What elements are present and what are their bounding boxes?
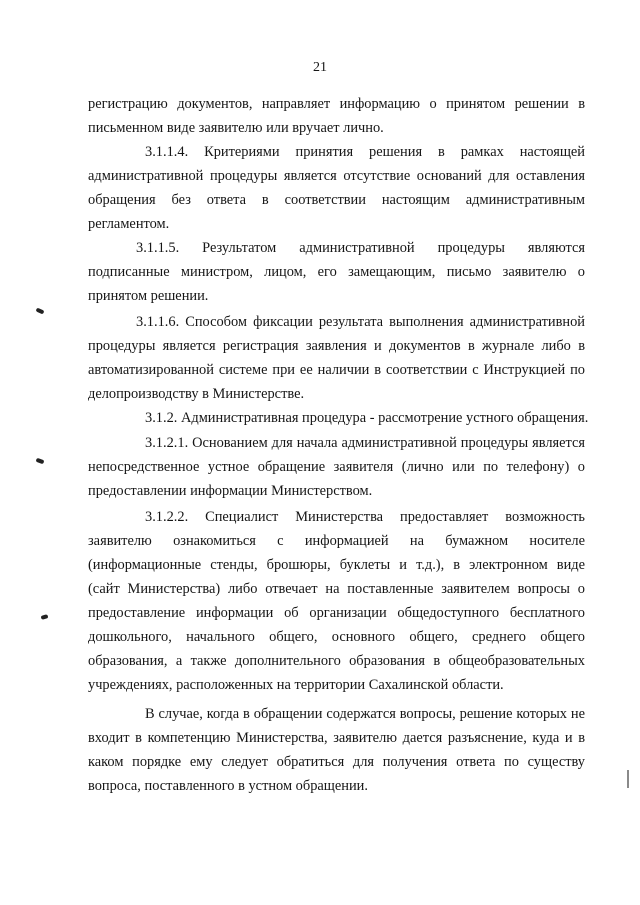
- text-line: входит в компетенцию Министерства, заявителю дается разъяснение, куда и в: [88, 730, 585, 746]
- text-line: 3.1.1.6. Способом фиксации результата выполнения административной: [136, 314, 585, 330]
- text-line: (информационные стенды, брошюры, буклеты и т.д.), в электронном виде: [88, 557, 585, 573]
- text-line: 3.1.2. Административная процедура - рассмотрение устного обращения.: [145, 410, 589, 426]
- text-line: автоматизированной системе при ее наличии в соответствии с Инструкцией по: [88, 362, 585, 378]
- text-line: 3.1.1.5. Результатом административной процедуры являются: [136, 240, 585, 256]
- text-line: принятом решении.: [88, 288, 209, 304]
- text-line: 3.1.2.1. Основанием для начала административной процедуры является: [145, 435, 585, 451]
- scan-mark: [36, 458, 45, 464]
- text-line: (сайт Министерства) либо отвечает на поставленные заявителем вопросы о: [88, 581, 585, 597]
- page-number: 21: [313, 60, 327, 75]
- text-line: обращения без ответа в соответствии настоящим административным: [88, 192, 585, 208]
- text-line: вопроса, поставленного в устном обращении.: [88, 778, 368, 794]
- text-line: процедуры является регистрация заявления и документов в журнале либо в: [88, 338, 585, 354]
- text-line: письменном виде заявителю или вручает лично.: [88, 120, 384, 136]
- text-line: непосредственное устное обращение заявителя (лично или по телефону) о: [88, 459, 585, 475]
- text-line: предоставление информации об организации общедоступного бесплатного: [88, 605, 585, 621]
- text-line: регламентом.: [88, 216, 170, 232]
- text-line: заявителю ознакомиться с информацией на бумажном носителе: [88, 533, 585, 549]
- text-line: предоставлении информации Министерством.: [88, 483, 373, 499]
- scan-mark: [36, 307, 45, 314]
- text-line: дошкольного, начального общего, основного общего, среднего общего: [88, 629, 585, 645]
- text-line: регистрацию документов, направляет информацию о принятом решении в: [88, 96, 585, 112]
- text-line: В случае, когда в обращении содержатся вопросы, решение которых не: [145, 706, 585, 722]
- scan-mark: [41, 614, 49, 620]
- text-line: каком порядке ему следует обратиться для получения ответа по существу: [88, 754, 585, 770]
- text-line: подписанные министром, лицом, его замещающим, письмо заявителю о: [88, 264, 585, 280]
- text-line: учреждениях, расположенных на территории Сахалинской области.: [88, 677, 504, 693]
- text-line: делопроизводству в Министерстве.: [88, 386, 305, 402]
- scan-edge-mark: [627, 770, 629, 788]
- text-line: административной процедуры является отсутствие оснований для оставления: [88, 168, 585, 184]
- text-line: образования, а также дополнительного образования в общеобразовательных: [88, 653, 585, 669]
- text-line: 3.1.2.2. Специалист Министерства предоставляет возможность: [145, 509, 585, 525]
- text-line: 3.1.1.4. Критериями принятия решения в рамках настоящей: [145, 144, 585, 160]
